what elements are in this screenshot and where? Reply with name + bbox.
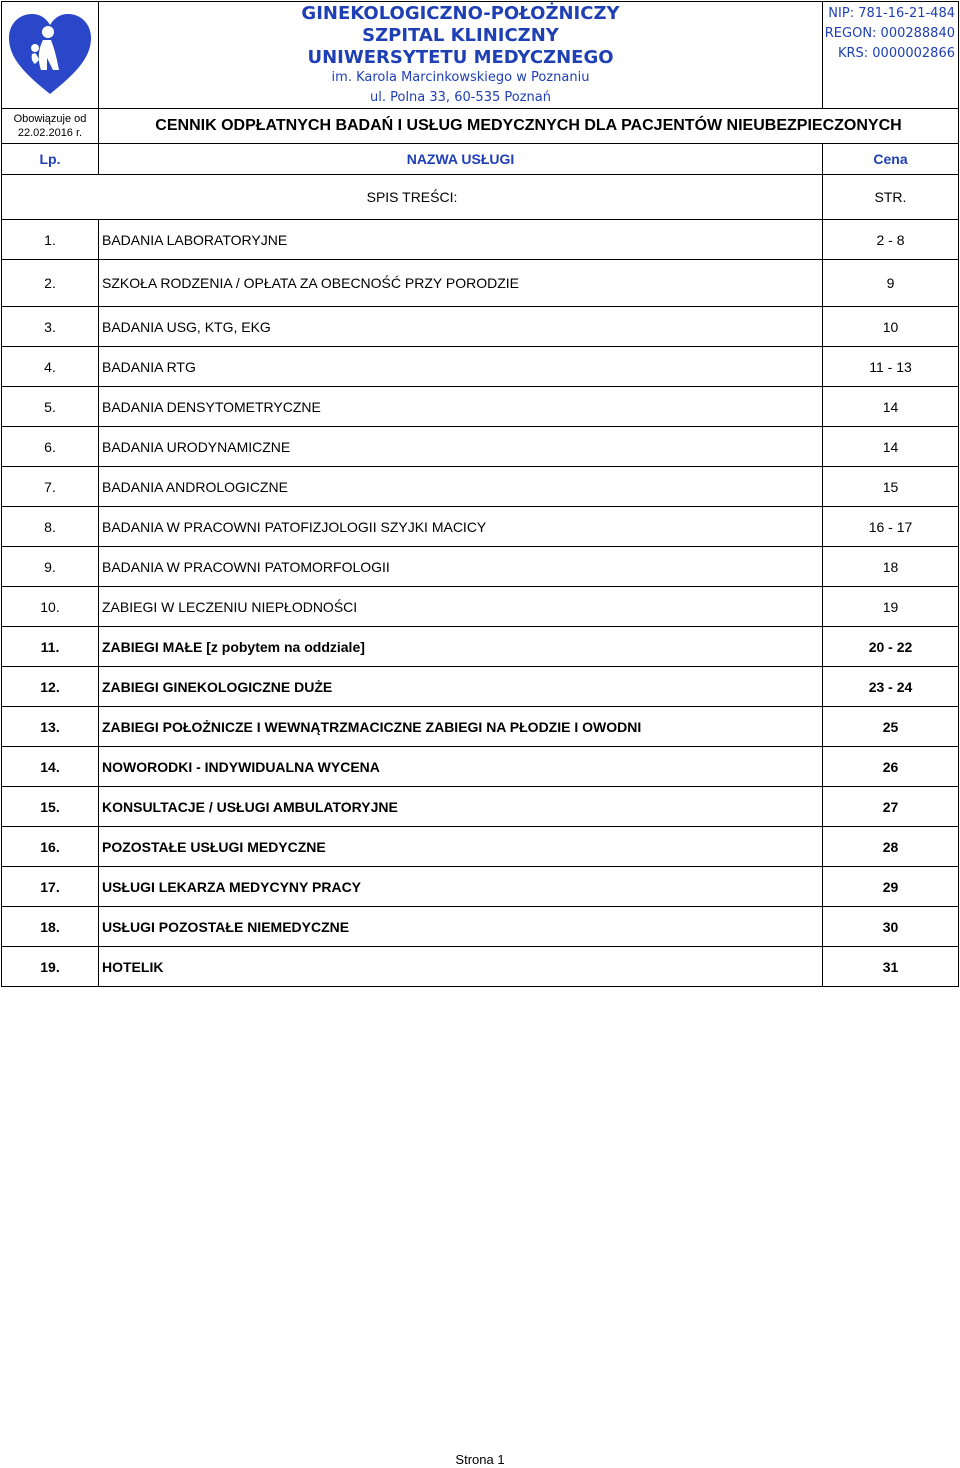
column-header-row — [2, 144, 959, 175]
toc-row-page: 31 — [823, 947, 959, 987]
toc-label: SPIS TREŚCI: — [2, 175, 823, 220]
toc-row-number: 17. — [2, 867, 99, 907]
toc-row-page: 16 - 17 — [823, 507, 959, 547]
toc-row-page: 29 — [823, 867, 959, 907]
toc-row-name: BADANIA LABORATORYJNE — [99, 220, 823, 260]
toc-row-name: HOTELIK — [99, 947, 823, 987]
toc-row-name: ZABIEGI POŁOŻNICZE I WEWNĄTRZMACICZNE ZABIEGI NA PŁODZIE I OWODNI — [99, 707, 823, 747]
toc-row-page: 27 — [823, 787, 959, 827]
toc-row-page: 18 — [823, 547, 959, 587]
toc-row — [2, 467, 959, 507]
toc-row-page: 11 - 13 — [823, 347, 959, 387]
toc-row-page: 20 - 22 — [823, 627, 959, 667]
toc-row — [2, 747, 959, 787]
hospital-name-line-3: UNIWERSYTETU MEDYCZNEGO — [307, 47, 614, 68]
toc-row-page: 25 — [823, 707, 959, 747]
toc-row — [2, 347, 959, 387]
toc-row-number: 14. — [2, 747, 99, 787]
toc-row-page: 14 — [823, 427, 959, 467]
toc-page-label: STR. — [823, 175, 959, 220]
toc-row-page: 2 - 8 — [823, 220, 959, 260]
toc-row-number: 7. — [2, 467, 99, 507]
column-header-name: NAZWA USŁUGI — [99, 144, 823, 175]
toc-row-name: BADANIA URODYNAMICZNE — [99, 427, 823, 467]
toc-row — [2, 867, 959, 907]
toc-row-number: 19. — [2, 947, 99, 987]
toc-row-name: BADANIA RTG — [99, 347, 823, 387]
toc-row — [2, 547, 959, 587]
toc-row — [2, 260, 959, 307]
toc-row-name: USŁUGI POZOSTAŁE NIEMEDYCZNE — [99, 907, 823, 947]
toc-row — [2, 387, 959, 427]
toc-row-page: 30 — [823, 907, 959, 947]
toc-row-name: BADANIA ANDROLOGICZNE — [99, 467, 823, 507]
hospital-heart-logo-icon — [5, 8, 95, 98]
toc-row-number: 1. — [2, 220, 99, 260]
toc-row — [2, 787, 959, 827]
toc-row-name: KONSULTACJE / USŁUGI AMBULATORYJNE — [99, 787, 823, 827]
hospital-name-line-1: GINEKOLOGICZNO-POŁOŻNICZY — [301, 3, 620, 24]
toc-row-name: ZABIEGI W LECZENIU NIEPŁODNOŚCI — [99, 587, 823, 627]
toc-row — [2, 307, 959, 347]
toc-row-number: 3. — [2, 307, 99, 347]
toc-row-number: 10. — [2, 587, 99, 627]
column-header-lp: Lp. — [2, 144, 99, 175]
hospital-address-line-1: im. Karola Marcinkowskiego w Poznaniu — [331, 70, 590, 85]
price-list-table — [1, 1, 959, 987]
krs-number: KRS: 0000002866 — [837, 46, 955, 61]
toc-row — [2, 707, 959, 747]
toc-row-name: BADANIA USG, KTG, EKG — [99, 307, 823, 347]
page-number-footer: Strona 1 — [455, 1452, 505, 1467]
hospital-address-line-2: ul. Polna 33, 60-535 Poznań — [370, 90, 551, 105]
document-title: CENNIK ODPŁATNYCH BADAŃ I USŁUG MEDYCZNYCH DLA PACJENTÓW NIEUBEZPIECZONYCH — [99, 109, 959, 144]
valid-from-label: Obowiązuje od — [13, 113, 87, 125]
toc-row-number: 2. — [2, 260, 99, 307]
hospital-name-line-2: SZPITAL KLINICZNY — [362, 25, 559, 46]
toc-row-number: 6. — [2, 427, 99, 467]
toc-row-page: 19 — [823, 587, 959, 627]
toc-row — [2, 427, 959, 467]
toc-row — [2, 627, 959, 667]
toc-row-name: NOWORODKI - INDYWIDUALNA WYCENA — [99, 747, 823, 787]
toc-row-name: USŁUGI LEKARZA MEDYCYNY PRACY — [99, 867, 823, 907]
valid-from-date: 22.02.2016 r. — [17, 127, 83, 139]
toc-row — [2, 827, 959, 867]
toc-row-name: POZOSTAŁE USŁUGI MEDYCZNE — [99, 827, 823, 867]
toc-row — [2, 947, 959, 987]
toc-row-name: SZKOŁA RODZENIA / OPŁATA ZA OBECNOŚĆ PRZY PORODZIE — [99, 260, 823, 307]
toc-row-number: 15. — [2, 787, 99, 827]
nip-number: NIP: 781-16-21-484 — [828, 6, 955, 21]
toc-row-number: 12. — [2, 667, 99, 707]
price-list-sheet — [1, 1, 958, 987]
toc-row-number: 18. — [2, 907, 99, 947]
toc-row-page: 28 — [823, 827, 959, 867]
toc-row-name: ZABIEGI GINEKOLOGICZNE DUŻE — [99, 667, 823, 707]
toc-row — [2, 667, 959, 707]
toc-row-number: 8. — [2, 507, 99, 547]
toc-row-page: 14 — [823, 387, 959, 427]
toc-row — [2, 587, 959, 627]
toc-row — [2, 907, 959, 947]
toc-row — [2, 507, 959, 547]
toc-header-row — [2, 175, 959, 220]
toc-row-name: BADANIA W PRACOWNI PATOMORFOLOGII — [99, 547, 823, 587]
toc-row-name: BADANIA W PRACOWNI PATOFIZJOLOGII SZYJKI MACICY — [99, 507, 823, 547]
hospital-name-cell — [99, 2, 823, 109]
toc-row — [2, 220, 959, 260]
toc-row-number: 16. — [2, 827, 99, 867]
registration-ids-cell — [823, 2, 959, 109]
logo-cell — [2, 2, 99, 109]
toc-row-name: BADANIA DENSYTOMETRYCZNE — [99, 387, 823, 427]
toc-row-page: 10 — [823, 307, 959, 347]
toc-row-number: 5. — [2, 387, 99, 427]
toc-row-number: 13. — [2, 707, 99, 747]
toc-row-number: 9. — [2, 547, 99, 587]
toc-row-page: 26 — [823, 747, 959, 787]
toc-row-number: 11. — [2, 627, 99, 667]
toc-row-page: 23 - 24 — [823, 667, 959, 707]
toc-row-page: 9 — [823, 260, 959, 307]
toc-row-number: 4. — [2, 347, 99, 387]
regon-number: REGON: 000288840 — [824, 26, 955, 41]
toc-row-page: 15 — [823, 467, 959, 507]
valid-from-cell — [2, 109, 99, 144]
column-header-price: Cena — [823, 144, 959, 175]
toc-row-name: ZABIEGI MAŁE [z pobytem na oddziale] — [99, 627, 823, 667]
